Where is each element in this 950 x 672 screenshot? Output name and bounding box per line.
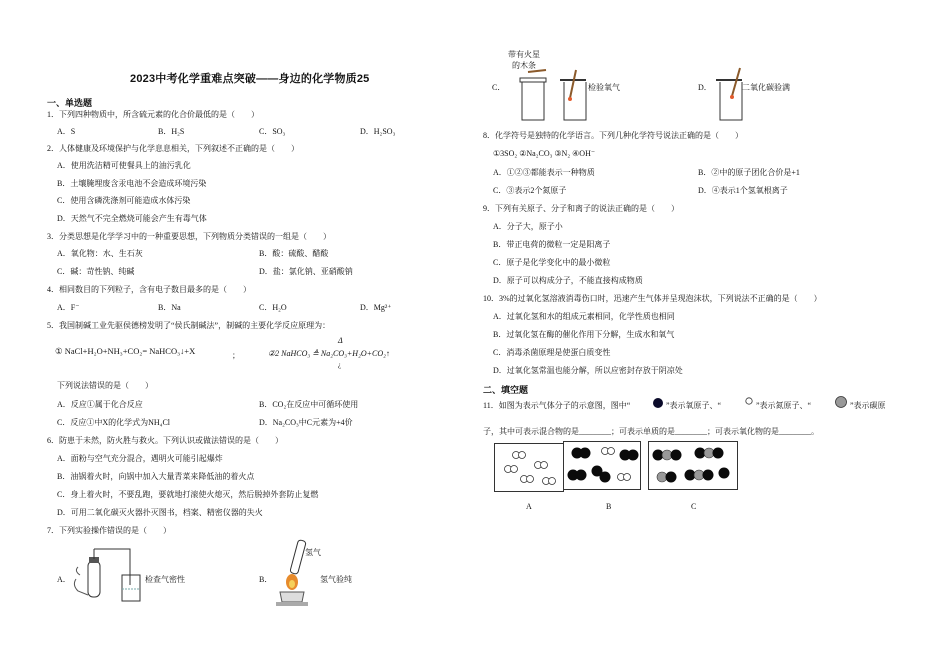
q5-under-mark: ¿ — [338, 361, 342, 369]
q2-opt-b: B．土壤腌埋废含汞电池不会造成环境污染 — [57, 179, 207, 188]
q7-opt-b: B． — [259, 575, 273, 584]
q7-label-d: 二氧化碳验满 — [742, 83, 790, 92]
oxygen-test-illustration — [518, 68, 608, 128]
q7-label-a: 检查气密性 — [145, 575, 185, 584]
q6-opt-b: B．油锅着火时，向锅中加入大量青菜来降低油的着火点 — [57, 472, 255, 481]
q7-label-c: 检验氧气 — [588, 83, 620, 92]
q11-line1-part-c: ”表示氮原子、“ — [756, 401, 812, 410]
q11-line2: 子，其中可表示混合物的是________；可表示单质的是________；可表示氧化物的是________。 — [483, 427, 819, 436]
q7-label-b: 氢气验纯 — [320, 575, 352, 584]
nitrogen-atom-legend-icon — [745, 397, 755, 407]
q7-tag-splint-2: 的木条 — [512, 61, 536, 70]
q5-separator: ； — [232, 351, 240, 360]
q7-tag-splint-1: 带有火星 — [508, 50, 540, 59]
q7-opt-a: A． — [57, 575, 71, 584]
q4-opt-d: D．Mg²⁺ — [360, 303, 392, 312]
q1-stem: 1．下列四种物质中，所含硫元素的化合价最低的是（ ） — [47, 110, 259, 119]
section-single-choice: 一、单选题 — [47, 98, 93, 108]
q7-opt-c: C． — [492, 83, 506, 92]
q2-stem: 2．人体健康及环境保护与化学息息相关，下列叙述不正确的是（ ） — [47, 144, 299, 153]
molecule-box-c — [648, 441, 738, 491]
q10-opt-d: D．过氧化氢常温也能分解，所以应密封存放于阴凉处 — [493, 366, 683, 375]
q6-opt-a: A．面粉与空气充分混合，遇明火可能引起爆炸 — [57, 454, 223, 463]
molecule-box-b — [563, 441, 641, 491]
q3-opt-b: B．酸：硫酸、醋酸 — [259, 249, 329, 258]
q5-delta: Δ — [338, 336, 343, 345]
q8-opt-c: C．③表示2个氮原子 — [493, 186, 567, 195]
q4-opt-b: B．Na — [158, 303, 181, 312]
q10-stem: 10．3%的过氧化氢溶液消毒伤口时，迅速产生气体并呈现泡沫状，下列说法不正确的是（ ） — [483, 294, 822, 303]
q1-opt-c: C．SO₃ — [259, 127, 286, 136]
q8-opt-b: B．②中的原子团化合价是+1 — [698, 168, 800, 177]
oxygen-atom-legend-icon — [652, 397, 664, 409]
q2-opt-c: C．使用含磷洗涤剂可能造成水体污染 — [57, 196, 191, 205]
q5-equation-2: ②2 NaHCO₃ ≜ Na₂CO₃+H₂O+CO₂↑ — [268, 349, 390, 358]
box-label-c: C — [691, 502, 697, 511]
q5-ask: 下列说法错误的是（ ） — [57, 381, 153, 390]
q5-opt-b: B．CO₂在反应中可循环使用 — [259, 400, 359, 409]
q4-stem: 4．相同数目的下列粒子，含有电子数目最多的是（ ） — [47, 285, 251, 294]
q9-stem: 9．下列有关原子、分子和离子的说法正确的是（ ） — [483, 204, 679, 213]
q5-opt-d: D．Na₂CO₃中C元素为+4价 — [259, 418, 353, 427]
q5-opt-a: A．反应①属于化合反应 — [57, 400, 143, 409]
q6-opt-c: C．身上着火时，不要乱跑，要就地打滚使火熄灭，然后脱掉外套防止复燃 — [57, 490, 319, 499]
q7-tag-hydrogen: 氢气 — [305, 548, 321, 557]
q6-opt-d: D．可用二氧化碳灭火器扑灭图书，档案、精密仪器的失火 — [57, 508, 263, 517]
hydrogen-test-illustration — [272, 540, 322, 610]
q8-symbols: ①3SO₂ ②Na₂CO₃ ③N₂ ④OH⁻ — [493, 149, 596, 158]
q3-opt-d: D．盐：氯化钠、亚硝酸钠 — [259, 267, 353, 276]
q1-opt-b: B．H₂S — [158, 127, 185, 136]
q3-opt-c: C．碱：苛性钠、纯碱 — [57, 267, 135, 276]
q9-opt-c: C．原子是化学变化中的最小微粒 — [493, 258, 611, 267]
q11-line1-part-a: 11．如图为表示气体分子的示意图，图中“ — [483, 401, 631, 410]
q5-equation-1: ① NaCl+H₂O+NH₃+CO₂= NaHCO₃↓+X — [55, 346, 196, 356]
q2-opt-d: D．天然气不完全燃烧可能会产生有毒气体 — [57, 214, 207, 223]
q3-stem: 3．分类思想是化学学习中的一种重要思想，下列物质分类错误的一组是（ ） — [47, 232, 331, 241]
q10-opt-b: B．过氧化氢在酶的催化作用下分解，生成水和氧气 — [493, 330, 675, 339]
q7-stem: 7．下列实验操作错误的是（ ） — [47, 526, 171, 535]
q8-stem: 8．化学符号是独特的化学语言。下列几种化学符号说法正确的是（ ） — [483, 131, 743, 140]
q10-opt-c: C．消毒杀菌原理是使蛋白质变性 — [493, 348, 611, 357]
q4-opt-c: C．H₂O — [259, 303, 287, 312]
q8-opt-a: A．①②③都能表示一种物质 — [493, 168, 595, 177]
page-title: 2023中考化学重难点突破——身边的化学物质25 — [130, 73, 370, 85]
box-label-b: B — [606, 502, 612, 511]
q11-line1-part-b: ”表示氧原子、“ — [666, 401, 722, 410]
q1-opt-d: D．H₂SO₃ — [360, 127, 396, 136]
box-label-a: A — [526, 502, 532, 511]
q10-opt-a: A．过氧化氢和水的组成元素相同，化学性质也相同 — [493, 312, 675, 321]
q9-opt-d: D．原子可以构成分子，不能直接构成物质 — [493, 276, 643, 285]
q3-opt-a: A．氧化物：水、生石灰 — [57, 249, 143, 258]
q2-opt-a: A．使用洗洁精可使餐具上的油污乳化 — [57, 161, 191, 170]
q7-opt-d: D． — [698, 83, 712, 92]
q6-stem: 6．防患于未然，防火胜与救火。下列认识或做法错误的是（ ） — [47, 436, 283, 445]
q5-stem: 5．我国制碱工业先驱侯德榜发明了“侯氏制碱法”，制碱的主要化学反应原理为： — [47, 321, 331, 330]
carbon-atom-legend-icon — [834, 395, 848, 409]
q5-opt-c: C．反应①中X的化学式为NH₄Cl — [57, 418, 171, 427]
q1-opt-a: A．S — [57, 127, 76, 136]
section-fill-blank: 二、填空题 — [483, 385, 529, 395]
q4-opt-a: A．F⁻ — [57, 303, 80, 312]
molecule-box-a — [494, 443, 564, 493]
q9-opt-a: A．分子大，原子小 — [493, 222, 563, 231]
q9-opt-b: B．带正电荷的微粒一定是阳离子 — [493, 240, 611, 249]
q11-line1-part-d: ”表示碳原 — [850, 401, 886, 410]
q8-opt-d: D．④表示1个氢氧根离子 — [698, 186, 788, 195]
